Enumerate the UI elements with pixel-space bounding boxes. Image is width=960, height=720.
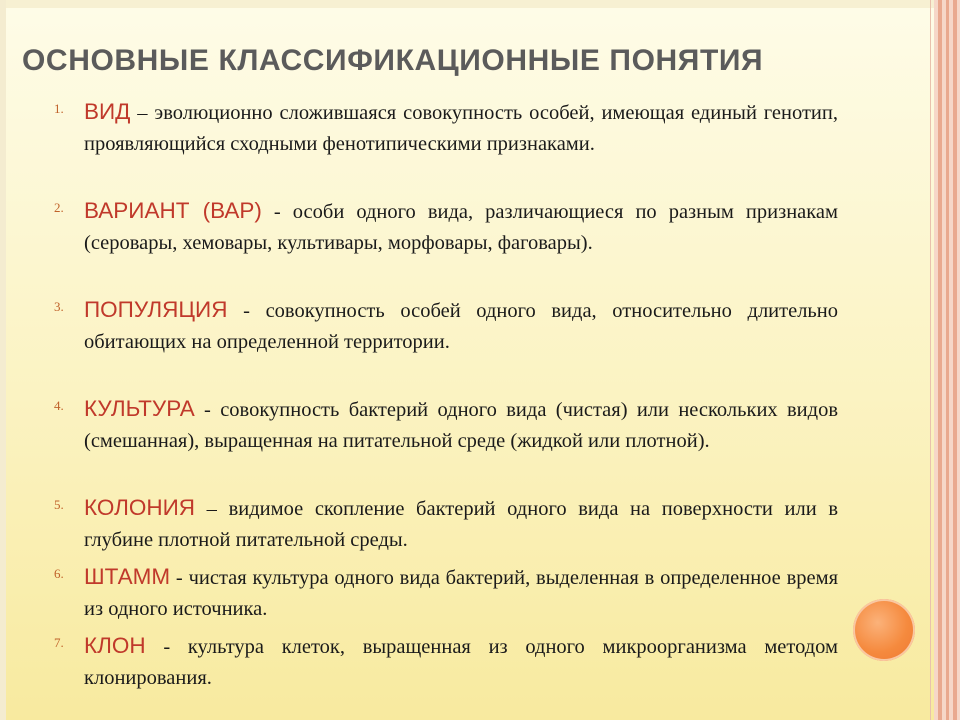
- item-definition: совокупность бактерий одного вида (чистая) или нескольких видов (смешанная), выращенная на питательной среде (жидкой или плотной).: [84, 399, 838, 452]
- item-number: 6.: [54, 566, 64, 581]
- item-separator: -: [170, 567, 189, 589]
- item-term: ПОПУЛЯЦИЯ: [84, 297, 228, 322]
- item-definition: совокупность особей одного вида, относительно длительно обитающих на определенной территории.: [84, 300, 839, 353]
- item-text: [84, 195, 838, 259]
- item-number: 2.: [54, 200, 64, 215]
- item-text: [84, 630, 838, 694]
- item-term: КЛОН: [84, 633, 146, 658]
- item-separator: -: [145, 636, 188, 658]
- item-separator: -: [227, 300, 266, 322]
- item-number: 5.: [54, 497, 64, 512]
- item-separator: –: [195, 498, 229, 520]
- item-number: 1.: [54, 101, 64, 116]
- item-number: 4.: [54, 398, 64, 413]
- item-definition: видимое скопление бактерий одного вида на поверхности или в глубине плотной питательной среды.: [84, 498, 838, 551]
- item-term: ШТАММ: [84, 564, 171, 589]
- item-number: 3.: [54, 299, 64, 314]
- item-separator: -: [194, 399, 221, 421]
- item-text: [84, 393, 838, 457]
- item-text: [84, 294, 838, 358]
- item-term: КОЛОНИЯ: [84, 495, 196, 520]
- item-definition: чистая культура одного вида бактерий, выделенная в определенное время из одного источника.: [84, 567, 839, 620]
- item-separator: –: [130, 102, 155, 124]
- item-separator: -: [261, 201, 293, 223]
- item-definition: культура клеток, выращенная из одного микроорганизма методом клонирования.: [84, 636, 838, 689]
- item-text: [84, 492, 838, 556]
- decorative-orange-circle: [853, 599, 915, 661]
- item-term: ВАРИАНТ (ВАР): [84, 198, 262, 223]
- item-term: ВИД: [84, 99, 131, 124]
- item-definition: эволюционно сложившаяся совокупность особей, имеющая единый генотип, проявляющийся сходными фенотипическими признаками.: [84, 102, 839, 155]
- slide-title: ОСНОВНЫЕ КЛАССИФИКАЦИОННЫЕ ПОНЯТИЯ: [22, 44, 764, 77]
- item-text: [84, 96, 838, 160]
- item-number: 7.: [54, 635, 64, 650]
- item-definition: особи одного вида, различающиеся по разным признакам (серовары, хемовары, культивары, морфовары, фаговары).: [84, 201, 838, 254]
- item-text: [84, 561, 838, 625]
- item-term: КУЛЬТУРА: [84, 396, 195, 421]
